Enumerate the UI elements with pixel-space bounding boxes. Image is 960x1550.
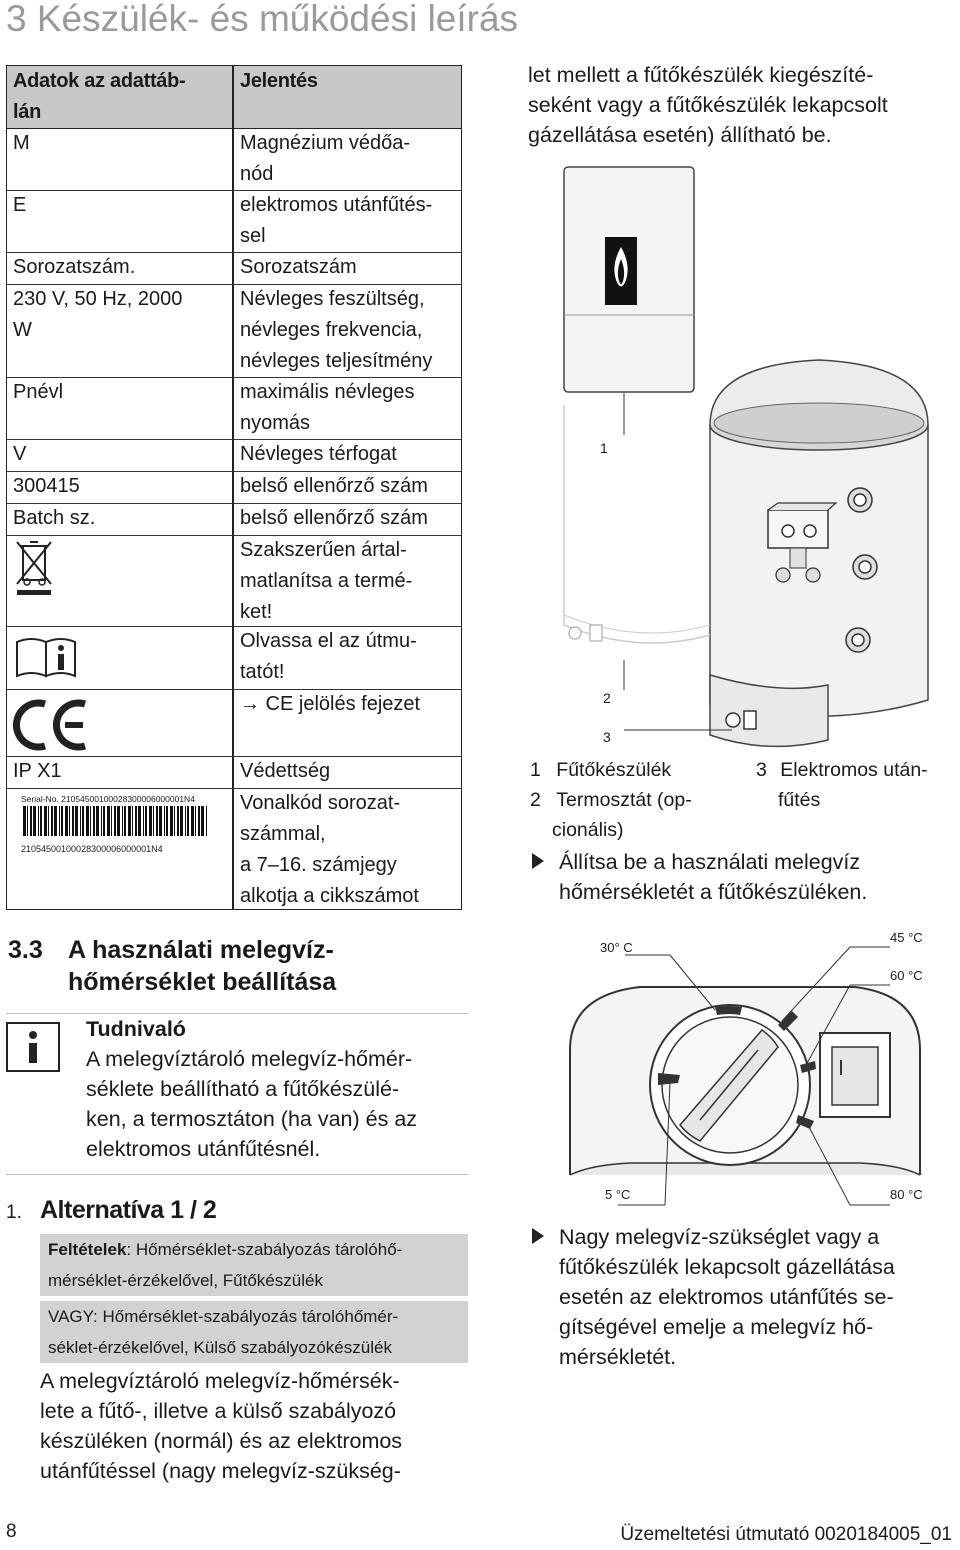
paragraph-line: seként vagy a fűtőkészülék lekapcsolt [528, 93, 888, 117]
value-line: névleges teljesítmény [240, 350, 433, 372]
value-line: számmal, [240, 823, 326, 845]
table-row-value [240, 788, 455, 912]
value-line: nód [240, 163, 274, 185]
section-title [68, 934, 336, 998]
table-header-col1 [13, 66, 223, 128]
nameplate-data-table [6, 65, 462, 910]
note-title: Tudnivaló [86, 1017, 186, 1041]
note-line: elektromos utánfűtésnél. [86, 1137, 321, 1161]
dial-label-80: 80 °C [890, 1187, 923, 1202]
table-row-value [240, 190, 455, 252]
legend-number: 2 [530, 789, 541, 811]
table-row-value: Névleges térfogat [240, 443, 397, 465]
value-line: Olvassa el az útmu- [240, 630, 417, 652]
value-line: Szakszerűen ártal- [240, 539, 407, 561]
legend-number: 1 [530, 759, 541, 781]
table-row-value [240, 128, 455, 190]
instruction-line: mérsékletét. [559, 1345, 677, 1369]
table-row-key: M [13, 132, 30, 154]
info-icon [6, 1022, 60, 1072]
boiler-logo-icon [605, 237, 637, 305]
header-col1-line1: Adatok az adattáb- [13, 70, 186, 92]
alternative-body [40, 1366, 468, 1486]
key-line: 230 V, 50 Hz, 2000 [13, 288, 183, 310]
body-line: készüléken (normál) és az elektromos [40, 1429, 403, 1453]
instruction-line: Nagy melegvíz-szükséglet vagy a [559, 1225, 880, 1249]
table-header-col2: Jelentés [240, 70, 318, 92]
value-line: Névleges feszültség, [240, 288, 425, 310]
dial-label-5: 5 °C [605, 1187, 631, 1202]
condition-label: Feltételek [48, 1240, 127, 1259]
table-row-value [240, 626, 455, 688]
figure-label-1: 1 [600, 440, 608, 456]
table-row-value [240, 535, 455, 628]
value-line: alkotja a cikkszámot [240, 885, 419, 907]
pipe-connection-icon [848, 488, 872, 512]
table-row-key: Sorozatszám. [13, 256, 136, 278]
table-row-value [240, 284, 455, 377]
value-line: tatót! [240, 661, 285, 683]
instruction-line: gítségével emelje a melegvíz hő- [559, 1315, 874, 1339]
legend-text: fűtés [778, 789, 821, 811]
legend-item-2 [530, 785, 692, 845]
value-line: elektromos utánfűtés- [240, 194, 433, 216]
value-line: maximális névleges [240, 381, 415, 403]
table-row-value: belső ellenőrző szám [240, 475, 428, 497]
document-id: Üzemeltetési útmutató 0020184005_01 [620, 1524, 952, 1545]
body-line: utánfűtéssel (nagy melegvíz-szükség- [40, 1459, 401, 1483]
table-row-key: IP X1 [13, 760, 62, 782]
note-line: ken, a termosztáton (ha van) és az [86, 1107, 418, 1131]
power-switch-icon [820, 1033, 890, 1117]
value-line: névleges frekvencia, [240, 319, 423, 341]
section-title-line: hőmérséklet beállítása [68, 968, 337, 996]
barcode-serial-label: Serial-No. 21054500100028300006000001N4 [21, 794, 195, 804]
dial-label-60: 60 °C [890, 968, 923, 983]
table-row-key [13, 284, 223, 346]
value-line: sel [240, 225, 266, 247]
section-title-line: A használati melegvíz- [68, 936, 334, 964]
crossed-bin-icon [15, 540, 55, 600]
table-row-key: E [13, 194, 27, 216]
paragraph-line: let mellett a fűtőkészülék kiegészíté- [528, 63, 874, 87]
condition-text: mérséklet-érzékelővel, Fűtőkészülék [48, 1271, 323, 1290]
dial-label-45: 45 °C [890, 930, 923, 945]
paragraph-line: gázellátása esetén) állítható be. [528, 123, 832, 147]
page-number: 8 [6, 1521, 17, 1542]
continued-paragraph [528, 60, 953, 150]
legend-item-1 [530, 755, 671, 785]
condition-box-2 [40, 1301, 468, 1363]
table-row-key: V [13, 443, 27, 465]
legend-text: Termosztát (op- [556, 789, 692, 811]
table-row-value [240, 377, 455, 439]
figure-label-3: 3 [603, 729, 611, 745]
value-line: ket! [240, 601, 273, 623]
instruction-1 [559, 847, 867, 907]
condition-box-1 [40, 1234, 468, 1296]
condition-text: : Hőmérséklet-szabályozás tárolóhő- [126, 1240, 403, 1259]
instruction-arrow-icon [532, 1228, 544, 1249]
body-line: A melegvíztároló melegvíz-hőmérsék- [40, 1369, 400, 1393]
instruction-line: esetén az elektromos utánfűtés se- [559, 1285, 894, 1309]
condition-text: séklet-érzékelővel, Külső szabályozókészülék [48, 1338, 392, 1357]
note-line: séklete beállítható a fűtőkészülé- [86, 1077, 400, 1101]
alternative-number: 1. [6, 1202, 22, 1223]
read-manual-icon [15, 634, 79, 680]
value-line: matlanítsa a termé- [240, 570, 413, 592]
section-number: 3.3 [8, 936, 43, 964]
key-line: W [13, 319, 32, 341]
table-row-key: 300415 [13, 475, 80, 497]
alternative-title: Alternatíva 1 / 2 [40, 1196, 217, 1224]
barcode-image [21, 794, 221, 854]
value-line: nyomás [240, 412, 311, 434]
note-line: A melegvíztároló melegvíz-hőmér- [86, 1047, 413, 1071]
legend-number: 3 [756, 759, 767, 781]
condition-text: VAGY: Hőmérséklet-szabályozás tárolóhőmér- [48, 1307, 399, 1326]
figure-label-2: 2 [603, 690, 611, 706]
pipe-connection-icon [846, 628, 870, 652]
instruction-line: hőmérsékletét a fűtőkészüléken. [559, 880, 868, 904]
pipe-connection-icon [853, 555, 877, 579]
legend-item-3 [756, 755, 928, 815]
value-line: Vonalkód sorozat- [240, 792, 401, 814]
table-row-value: → CE jelölés fejezet [240, 693, 421, 715]
barcode-number: 21054500100028300006000001N4 [21, 844, 163, 854]
section-heading: 3 Készülék- és működési leírás [6, 0, 519, 39]
legend-text: Elektromos után- [780, 759, 928, 781]
table-row-key: Batch sz. [13, 507, 96, 529]
legend-text: cionális) [552, 819, 624, 841]
barcode-bars [21, 804, 211, 838]
note-body [86, 1044, 468, 1164]
legend-text: Fűtőkészülék [556, 759, 672, 781]
value-line: a 7–16. számjegy [240, 854, 397, 876]
table-row-value: belső ellenőrző szám [240, 507, 428, 529]
instruction-2 [559, 1222, 895, 1372]
dial-label-30: 30° C [600, 940, 633, 955]
table-row-value: Védettség [240, 760, 331, 782]
ce-mark-icon [13, 698, 87, 752]
table-row-value: Sorozatszám [240, 256, 357, 278]
table-row-key: Pnévl [13, 381, 64, 403]
boiler-tank-figure [528, 155, 958, 755]
instruction-line: Állítsa be a használati melegvíz [559, 850, 861, 874]
body-line: lete a fűtő-, illetve a külső szabályozó [40, 1399, 397, 1423]
instruction-arrow-icon [532, 853, 544, 874]
value-line: Magnézium védőa- [240, 132, 411, 154]
header-col1-line2: lán [13, 101, 41, 123]
instruction-line: fűtőkészülék lekapcsolt gázellátása [559, 1255, 895, 1279]
